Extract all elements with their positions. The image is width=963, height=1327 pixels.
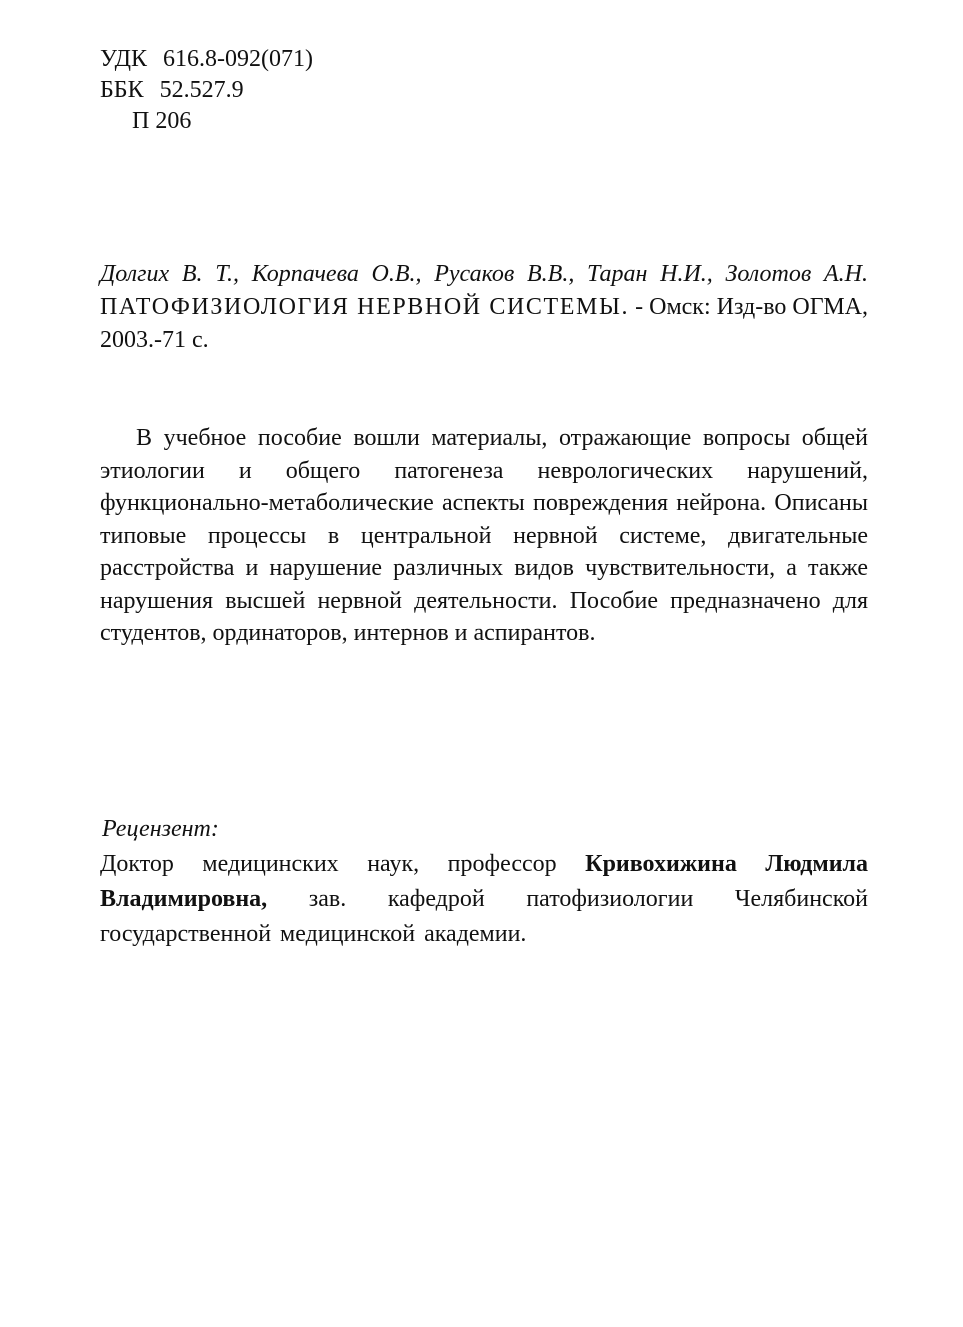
reviewer-degree: Доктор медицинских наук, профессор — [100, 851, 586, 877]
imprint: - Омск: Изд-во ОГМА, 2003.-71 с. — [100, 294, 868, 353]
reviewer-name: Кривохижина Людмила Владимировна, — [100, 851, 868, 912]
bbk-value: 52.527.9 — [159, 77, 244, 103]
bibliographic-citation — [100, 258, 868, 357]
udk-value: 616.8-092(071) — [162, 46, 313, 72]
udk-row — [100, 44, 313, 75]
reviewer-label: Рецензент: — [102, 816, 219, 842]
reviewer-text — [100, 847, 868, 952]
bbk-row — [100, 75, 313, 106]
abstract-paragraph: В учебное пособие вошли материалы, отражающие вопросы общей этиологии и общего патогенеза неврологических нарушений, функционально-метаболические аспекты повреждения нейрона. Описаны типовые процессы в центральной нервной системе, двигательные расстройства и нарушение различных видов чувствительности, а также нарушения высшей нервной деятельности. Пособие предназначено для студентов, ординаторов, интернов и аспирантов. — [100, 425, 868, 646]
authors-line: Долгих В. Т., Корпачева О.В., Русаков В.В., Таран Н.И., Золотов А.Н. — [100, 261, 868, 287]
author-mark: П 206 — [132, 108, 192, 134]
bbk-label: ББК — [100, 77, 144, 103]
classification-codes — [100, 44, 313, 137]
reviewer-position: зав. кафедрой патофизиологии Челябинской государственной медицинской академии. — [100, 886, 868, 947]
reviewer-block — [100, 812, 868, 952]
book-title: ПАТОФИЗИОЛОГИЯ НЕРВНОЙ СИСТЕМЫ. — [100, 294, 630, 320]
udk-label: УДК — [100, 46, 147, 72]
